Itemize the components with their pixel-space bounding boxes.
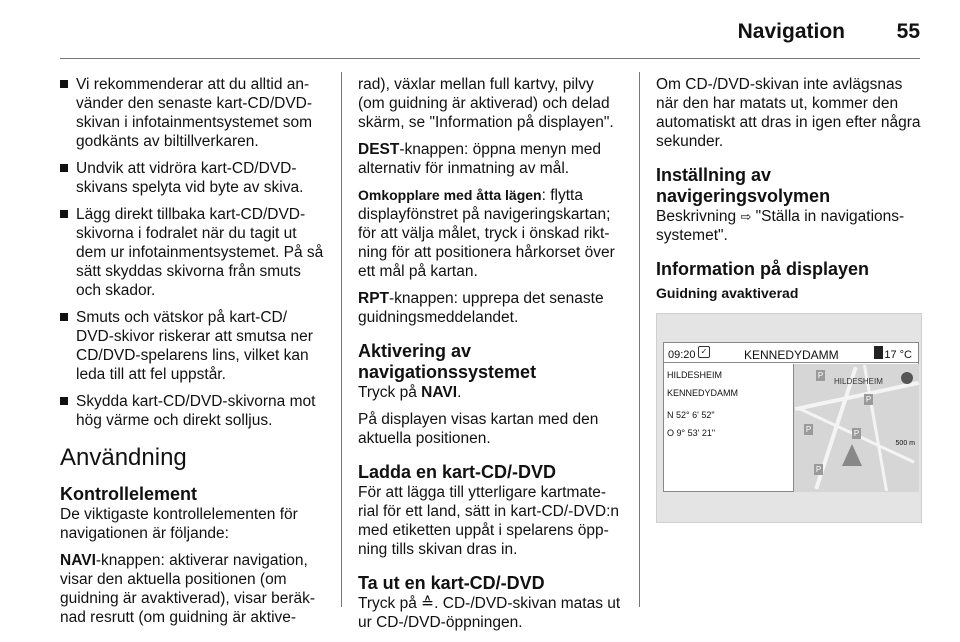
info-line: KENNEDYDAMM [667, 388, 739, 398]
eject-icon: ≙ [421, 595, 435, 612]
eject-paragraph [358, 594, 624, 632]
header-title: Navigation [737, 20, 845, 43]
intro-text: Om CD-/DVD-skivan inte avlägsnas när den har matats ut, kommer den automatiskt att dras in igen efter några sekunder. [656, 76, 921, 150]
load-text: För att lägga till ytterligare kartmate- rial för ett land, sätt in kart-CD/-DVD:n med etiketten uppåt i spelarens öpp- ning tills skivan dras in. [358, 484, 619, 558]
arrow-right-icon: ⇨ [740, 209, 752, 224]
info-line: HILDESHEIM [667, 370, 723, 380]
bullet-item: Undvik att vidröra kart-CD/DVD- skivans spelyta vid byte av skiva. [60, 159, 326, 197]
clock: 09:20 [668, 349, 696, 361]
guidance-check-icon: ✓ [698, 346, 710, 358]
parking-icon: P [805, 425, 812, 434]
bullet-list [60, 75, 326, 430]
header-divider [60, 58, 920, 59]
vehicle-position-icon [842, 444, 862, 466]
rpt-key: RPT [358, 290, 389, 307]
navi-key: NAVI [60, 552, 96, 569]
switch-key: Omkopplare med åtta lägen [358, 187, 542, 203]
volume-paragraph [656, 207, 922, 245]
page-number: 55 [896, 20, 920, 43]
column-divider-2 [639, 72, 640, 607]
volume-post: "Ställa in navigations- systemet". [656, 208, 905, 244]
activate-post: . [457, 384, 462, 401]
rpt-text: -knappen: upprepa det senaste guidningsmeddelandet. [358, 290, 604, 326]
column-divider-1 [341, 72, 342, 607]
guidance-title: Guidning avaktiverad [656, 285, 799, 301]
dest-text: -knappen: öppna menyn med alternativ för inmatning av mål. [358, 141, 601, 177]
map-view [793, 364, 919, 492]
page-header [60, 18, 920, 58]
bullet-item: Smuts och vätskor på kart-CD/ DVD-skivor riskerar att smutsa ner CD/DVD-spelarens lins, vilket kan leda till att fel uppstår. [60, 308, 326, 384]
activate-text: På displayen visas kartan med den aktuella positionen. [358, 411, 599, 447]
rpt-paragraph [358, 289, 624, 327]
column-2 [358, 75, 624, 640]
column-1 [60, 75, 326, 635]
map-label: HILDESHEIM [834, 377, 883, 386]
column-3 [656, 75, 922, 523]
navigation-screen-figure [656, 313, 922, 523]
map-scale: 500 m [895, 440, 915, 447]
dest-key: DEST [358, 141, 400, 158]
bullet-item: Vi rekommenderar att du alltid an- vänder den senaste kart-CD/DVD- skivan i infotainmentsystemet som godkänts av biltillverkaren. [60, 75, 326, 151]
activate-title: Aktivering av navigationssystemet [358, 341, 537, 382]
load-title: Ladda en kart-CD/-DVD [358, 462, 557, 482]
navi-text: -knappen: aktiverar navigation, visar den aktuella positionen (om guidning är avaktiverad), visar beräk- nad resrutt (om guidning är aktive- [60, 552, 316, 626]
info-pane [664, 364, 792, 492]
street-name: KENNEDYDAMM [744, 348, 839, 362]
parking-icon: P [817, 371, 824, 380]
volume-pre: Beskrivning [656, 208, 741, 225]
eject-post: . CD-/DVD-skivan matas ut ur CD-/DVD-öppningen. [358, 595, 621, 631]
info-line: N 52° 6' 52" [667, 410, 715, 420]
switch-text: : flytta displayfönstret på navigeringskartan; för att välja målet, tryck i önskad rikt- ning för att positionera hårkorset över ett mål på kartan. [358, 187, 615, 280]
parking-icon: P [865, 395, 872, 404]
compass-icon [901, 372, 913, 384]
parking-icon: P [815, 465, 822, 474]
eject-pre: Tryck på [358, 595, 422, 612]
eject-title: Ta ut en kart-CD/-DVD [358, 573, 545, 593]
subsection-title: Kontrollelement [60, 484, 198, 504]
bullet-item: Skydda kart-CD/DVD-skivorna mot hög värme och direkt solljus. [60, 392, 326, 430]
section-title: Användning [60, 444, 187, 471]
bullet-item: Lägg direkt tillbaka kart-CD/DVD- skivorna i fodralet när du tagit ut dem ur infotainmentsystemet. På så sätt skyddas skivorna från smuts och skador. [60, 205, 326, 300]
phone-icon [874, 346, 883, 359]
info-line: O 9° 53' 21" [667, 428, 716, 438]
continued-text: rad), växlar mellan full kartvy, pilvy (om guidning är aktiverad) och delad skärm, se "Information på displayen". [358, 76, 614, 131]
nav-screen [663, 342, 919, 492]
activate-pre: Tryck på [358, 384, 422, 401]
intro-text: De viktigaste kontrollelementen för navigationen är följande: [60, 506, 298, 542]
activate-paragraph [358, 383, 624, 402]
navi-key: NAVI [421, 384, 458, 401]
volume-title: Inställning av navigeringsvolymen [656, 165, 831, 206]
dest-paragraph [358, 140, 624, 178]
status-bar [664, 343, 918, 363]
display-title: Information på displayen [656, 259, 870, 279]
parking-icon: P [853, 429, 860, 438]
temperature: 17 °C [884, 349, 912, 361]
switch-paragraph [358, 186, 624, 281]
navi-paragraph [60, 551, 326, 627]
